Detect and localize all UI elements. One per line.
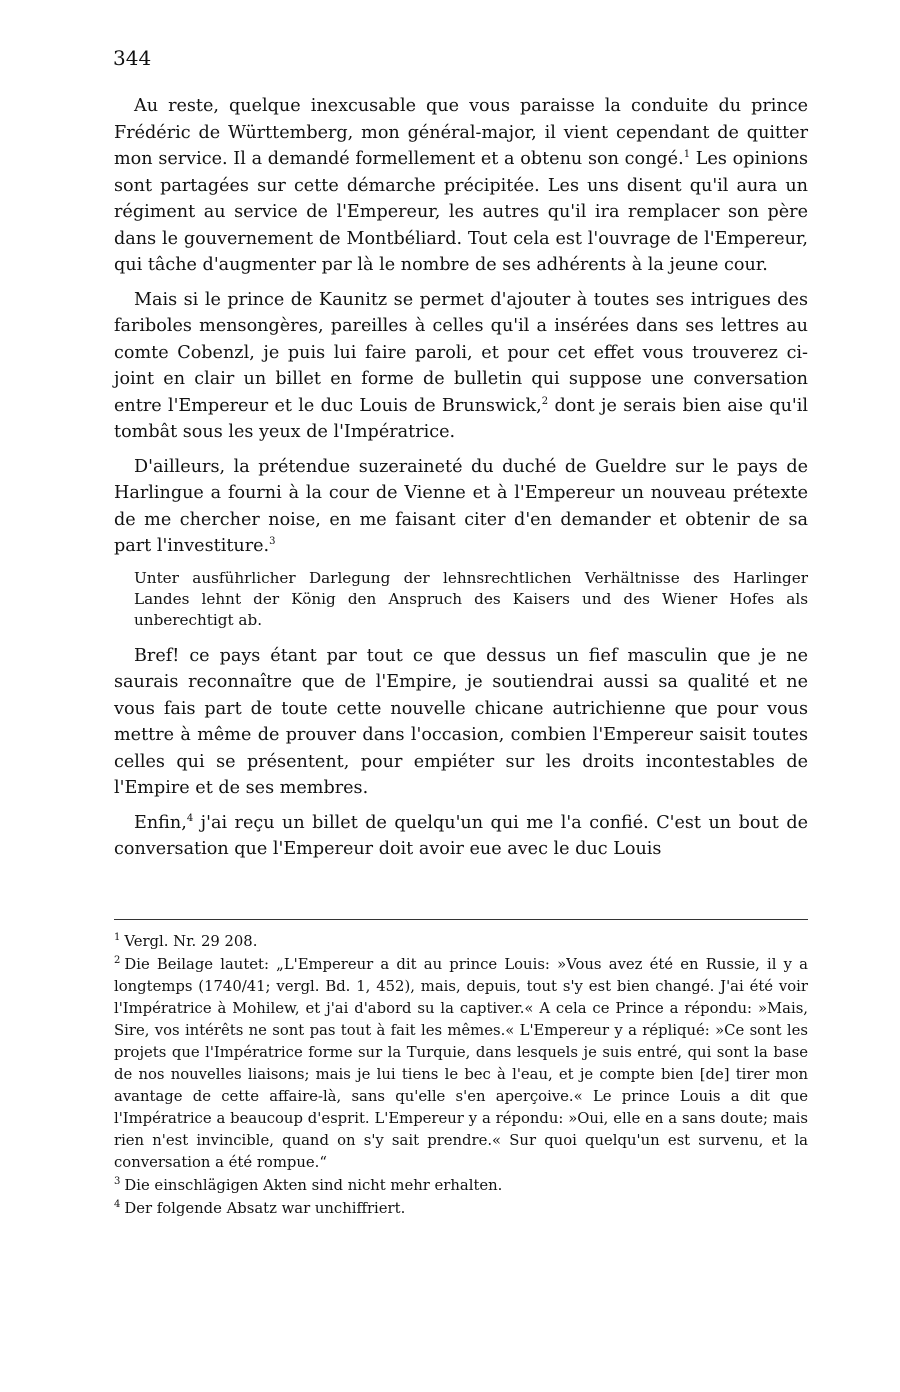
footnote-divider (114, 919, 808, 920)
main-text (114, 93, 808, 871)
paragraph: Au reste, quelque inexcusable que vous paraisse la conduite du prince Frédéric de Württemberg, mon général-major, il vient cependant de quitter mon service. Il a demandé formellement et a obtenu son congé.$^1$ Les opinions sont partagées sur cette démarche précipitée. Les uns disent qu'il aura un régiment au service de l'Empereur, les autres qu'il ira remplacer son père dans le gouvernement de Montbéliard. Tout cela est l'ouvrage de l'Empereur, qui tâche d'augmenter par là le nombre de ses adhérents à la jeune cour. (114, 96, 809, 275)
footnote: $^2$ Die Beilage lautet: „L'Empereur a dit au prince Louis: »Vous avez été en Russie, il y a longtemps (1740/41; vergl. Bd. 1, 452), mais, depuis, tout s'y est bien changé. J'ai été voir l'Impératrice à Mohilew, et j'ai d'abord su la captiver.« A cela ce Prince a répondu: »Mais, Sire, vos intérêts ne sont pas tout à fait les mêmes.« L'Empereur y a répliqué: »Ce sont les projets que l'Impératrice forme sur la Turquie, dans lesquels je suis entré, qui sont la base de nos nouvelles liaisons; mais je lui tiens le bec à l'eau, et je compte bien [de] tirer mon avantage de cette affaire-là, sans qu'elle s'en aperçoive.« Le prince Louis a dit que l'Impératrice a beaucoup d'esprit. L'Empereur y a répondu: »Oui, elle en a sans doute; mais rien n'est invincible, quand on s'y sait prendre.« Sur quoi quelqu'un est survenu, et la conversation a été rompue.“ (114, 955, 808, 1171)
footnote: $^4$ Der folgende Absatz war unchiffriert. (114, 1199, 406, 1217)
paragraph: Mais si le prince de Kaunitz se permet d'ajouter à toutes ses intrigues des fariboles mensongères, pareilles à celles qu'il a insérées dans ses lettres au comte Cobenzl, je puis lui faire paroli, et pour cet effet vous trouverez ci-joint en clair un billet en forme de bulletin qui suppose une conversation entre l'Empereur et le duc Louis de Brunswick,$^2$ dont je serais bien aise qu'il tombât sous les yeux de l'Impératrice. (114, 289, 808, 442)
footnote: $^1$ Vergl. Nr. 29 208. (114, 932, 258, 950)
footnote-ref: 2 (541, 395, 549, 407)
footnote-ref: 1 (683, 149, 691, 161)
footnote-ref: 4 (186, 812, 194, 824)
page-number: 344 (113, 46, 152, 70)
paragraph: Enfin,$^4$ j'ai reçu un billet de quelqu'un qui me l'a confié. C'est un bout de conversation que l'Empereur doit avoir eue avec le duc Louis (114, 812, 808, 859)
footnotes (114, 931, 808, 1221)
paragraph: Bref! ce pays étant par tout ce que dessus un fief masculin que je ne saurais reconnaître que de l'Empire, je soutiendrai aussi sa qualité et ne vous fais part de toute cette nouvelle chicane autrichienne que pour vous mettre à même de prouver dans l'occasion, combien l'Empereur saisit toutes celles qui se présentent, pour empiéter sur les droits incontestables de l'Empire et de ses membres. (114, 645, 808, 798)
editorial-summary: Unter ausführlicher Darlegung der lehnsrechtlichen Verhältnisse des Harlinger Landes lehnt der König den Anspruch des Kaisers und des Wiener Hofes als unberechtigt ab. (134, 568, 808, 629)
footnote-ref: 3 (269, 536, 276, 548)
paragraph: D'ailleurs, la prétendue suzeraineté du duché de Gueldre sur le pays de Harlingue a fourni à la cour de Vienne et à l'Empereur un nouveau prétexte de me chercher noise, en me faisant citer d'en demander et obtenir de sa part l'investiture.$^3$ (114, 456, 808, 556)
footnote: $^3$ Die einschlägigen Akten sind nicht mehr erhalten. (114, 1176, 503, 1194)
